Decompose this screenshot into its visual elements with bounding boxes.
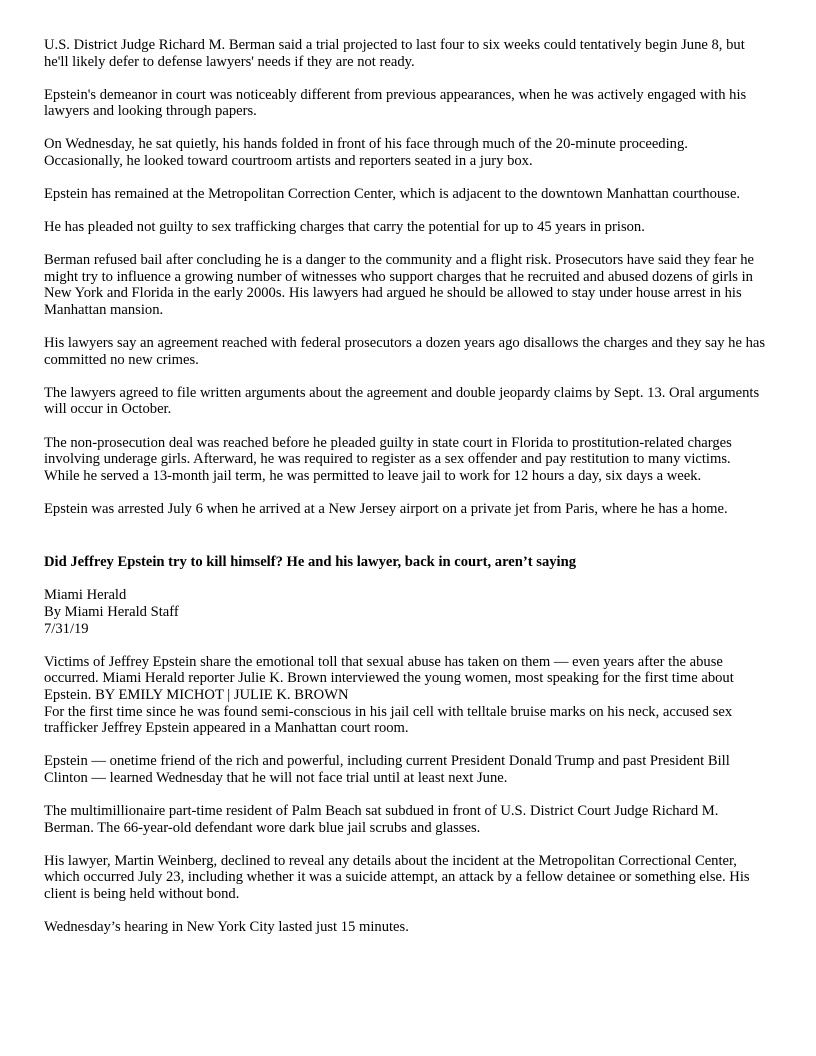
photo-caption-text: Victims of Jeffrey Epstein share the emotional toll that sexual abuse has taken on them — even years after the abuse occurred. Miami Herald reporter Julie K. Brown interviewed the young women, most speaking for the first time about Epstein. BY EMILY MICHOT | JULIE K. BROWN — [44, 653, 734, 703]
paragraph: Epstein — onetime friend of the rich and powerful, including current President Donald Trump and past President Bill Clinton — learned Wednesday that he will not face trial until at least next June. — [44, 753, 730, 786]
paragraph: Wednesday’s hearing in New York City lasted just 15 minutes. — [44, 918, 409, 935]
article-headline: Did Jeffrey Epstein try to kill himself? He and his lawyer, back in court, aren’t saying — [44, 554, 577, 571]
paragraph: His lawyers say an agreement reached with federal prosecutors a dozen years ago disallows the charges and they say he has committed no new crimes. — [44, 335, 766, 368]
lead-block — [44, 654, 766, 737]
paragraph: Epstein was arrested July 6 when he arrived at a New Jersey airport on a private jet from Paris, where he has a home. — [44, 500, 728, 517]
paragraph: Berman refused bail after concluding he is a danger to the community and a flight risk. Prosecutors have said they fear he might try to influence a growing number of witnesses who support charges that he recruited and abused dozens of girls in New York and Florida in the early 2000s. His lawyers had argued he should be allowed to stay under house arrest in his Manhattan mansion. — [44, 252, 754, 319]
lead-paragraph: For the first time since he was found semi-conscious in his jail cell with telltale bruise marks on his neck, accused sex trafficker Jeffrey Epstein appeared in a Manhattan court room. — [44, 703, 733, 737]
byline-date: 7/31/19 — [44, 620, 89, 637]
byline-source: Miami Herald — [44, 587, 127, 604]
paragraph: His lawyer, Martin Weinberg, declined to reveal any details about the incident at the Metropolitan Correctional Center, which occurred July 23, including whether it was a suicide attempt, an attack by a fellow detainee or something else. His client is being held without bond. — [44, 852, 750, 902]
byline-author: By Miami Herald Staff — [44, 604, 179, 621]
paragraph: The lawyers agreed to file written arguments about the agreement and double jeopardy claims by Sept. 13. Oral arguments will occur in October. — [44, 384, 760, 418]
paragraph: The non-prosecution deal was reached before he pleaded guilty in state court in Florida to prostitution-related charges involving underage girls. Afterward, he was required to register as a sex offender and pay restitution to many victims. While he served a 13-month jail term, he was permitted to leave jail to work for 12 hours a day, six days a week. — [44, 434, 732, 484]
paragraph: Epstein's demeanor in court was noticeably different from previous appearances, when he was actively engaged with his lawyers and looking through papers. — [44, 86, 747, 120]
paragraph: On Wednesday, he sat quietly, his hands folded in front of his face through much of the 20-minute proceeding. Occasionally, he looked toward courtroom artists and reporters seated in a jury box. — [44, 136, 688, 169]
paragraph: The multimillionaire part-time resident of Palm Beach sat subdued in front of U.S. District Court Judge Richard M. Berman. The 66-year-old defendant wore dark blue jail scrubs and glasses. — [44, 802, 719, 836]
paragraph: Epstein has remained at the Metropolitan Correction Center, which is adjacent to the downtown Manhattan courthouse. — [44, 186, 741, 203]
paragraph: He has pleaded not guilty to sex trafficking charges that carry the potential for up to 45 years in prison. — [44, 219, 645, 236]
byline — [44, 587, 766, 637]
paragraph: U.S. District Judge Richard M. Berman said a trial projected to last four to six weeks could tentatively begin June 8, but he'll likely defer to defense lawyers' needs if they are not ready. — [44, 37, 745, 70]
